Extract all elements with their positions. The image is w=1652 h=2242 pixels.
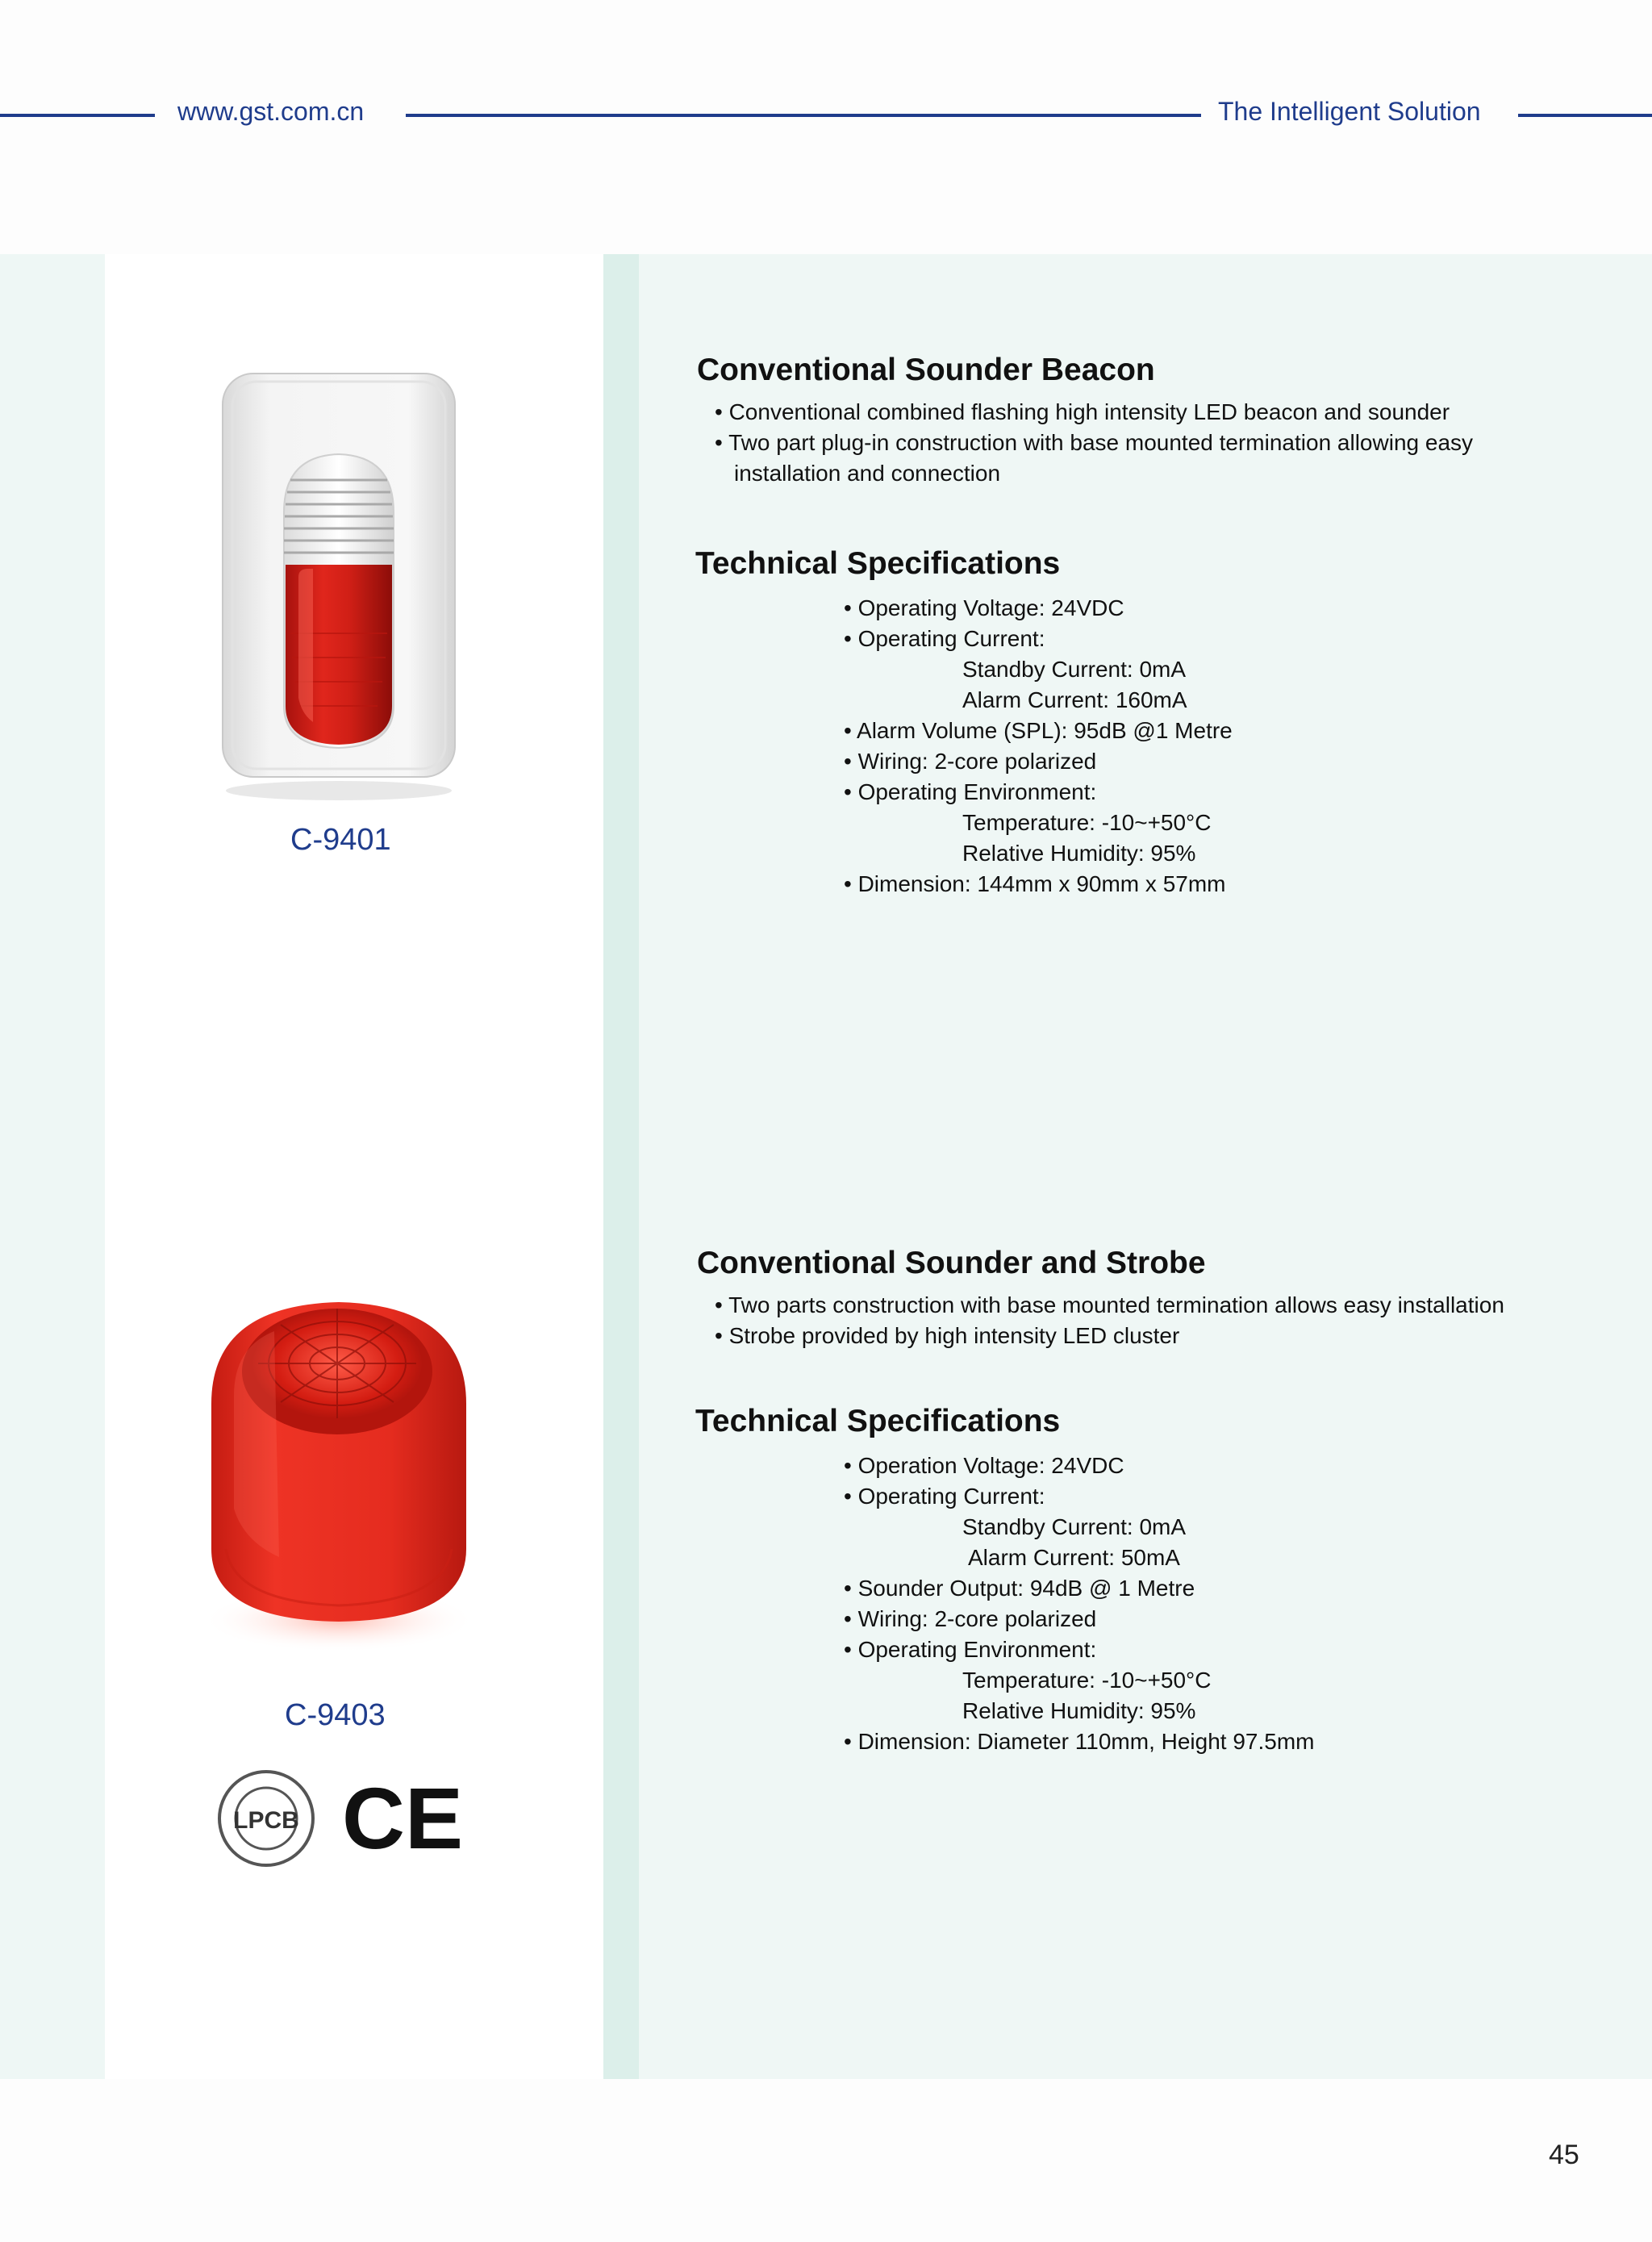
feature-item-continued: installation and connection xyxy=(734,461,1001,486)
model-label: C-9403 xyxy=(285,1698,386,1732)
spec-item: • Wiring: 2-core polarized xyxy=(844,749,1097,774)
header-rule-middle xyxy=(406,114,1201,117)
feature-item: • Two parts construction with base mounted termination allows easy installation xyxy=(715,1292,1504,1317)
spec-item: • Sounder Output: 94dB @ 1 Metre xyxy=(844,1576,1195,1601)
feature-item: • Two part plug-in construction with base mounted termination allowing easy xyxy=(715,430,1474,455)
spec-item: • Wiring: 2-core polarized xyxy=(844,1606,1097,1631)
header-rule-left xyxy=(0,114,155,117)
description-panel xyxy=(639,254,1652,2079)
spec-item: • Operating Current: xyxy=(844,626,1045,651)
spec-item: • Operation Voltage: 24VDC xyxy=(844,1453,1124,1478)
lpcb-certification-logo xyxy=(216,1768,316,1868)
feature-list xyxy=(715,397,1473,489)
model-label: C-9401 xyxy=(290,823,391,857)
product-title: Conventional Sounder Beacon xyxy=(697,353,1155,387)
feature-item: • Strobe provided by high intensity LED cluster xyxy=(715,1323,1180,1348)
ce-mark-logo xyxy=(342,1769,464,1867)
header-rule-right xyxy=(1518,114,1652,117)
spec-item: • Operating Environment: xyxy=(844,1637,1097,1662)
ce-text: CE xyxy=(342,1769,464,1867)
spec-heading: Technical Specifications xyxy=(695,1404,1061,1438)
spec-item: • Operating Current: xyxy=(844,1484,1045,1509)
spec-subitem: Alarm Current: 50mA xyxy=(968,1545,1180,1570)
spec-item: • Alarm Volume (SPL): 95dB @1 Metre xyxy=(844,718,1233,743)
feature-list xyxy=(715,1290,1504,1351)
header-website[interactable]: www.gst.com.cn xyxy=(177,97,365,126)
spec-list xyxy=(844,593,1233,900)
spec-subitem: Temperature: -10~+50°C xyxy=(962,810,1212,835)
spec-subitem: Temperature: -10~+50°C xyxy=(962,1668,1212,1693)
spec-item: • Dimension: 144mm x 90mm x 57mm xyxy=(844,871,1226,896)
spec-list xyxy=(844,1451,1315,1757)
sounder-strobe-image xyxy=(202,1283,476,1654)
spec-subitem: Standby Current: 0mA xyxy=(962,1514,1187,1539)
spec-item: • Dimension: Diameter 110mm, Height 97.5mm xyxy=(844,1729,1315,1754)
feature-item: • Conventional combined flashing high intensity LED beacon and sounder xyxy=(715,399,1450,424)
left-tint-band xyxy=(0,254,105,2079)
sounder-beacon-image xyxy=(218,367,460,803)
lpcb-text: LPCB xyxy=(233,1807,299,1834)
spec-item: • Operating Voltage: 24VDC xyxy=(844,595,1124,620)
spec-heading: Technical Specifications xyxy=(695,546,1061,581)
spec-subitem: Alarm Current: 160mA xyxy=(962,687,1187,712)
divider-stripe xyxy=(603,254,639,2079)
spec-subitem: Standby Current: 0mA xyxy=(962,657,1187,682)
spec-subitem: Relative Humidity: 95% xyxy=(962,1698,1196,1723)
spec-subitem: Relative Humidity: 95% xyxy=(962,841,1196,866)
page-number: 45 xyxy=(1549,2140,1579,2170)
spec-item: • Operating Environment: xyxy=(844,779,1097,804)
feature-item xyxy=(715,458,1473,489)
product-title: Conventional Sounder and Strobe xyxy=(697,1246,1206,1280)
header-slogan: The Intelligent Solution xyxy=(1218,97,1481,126)
